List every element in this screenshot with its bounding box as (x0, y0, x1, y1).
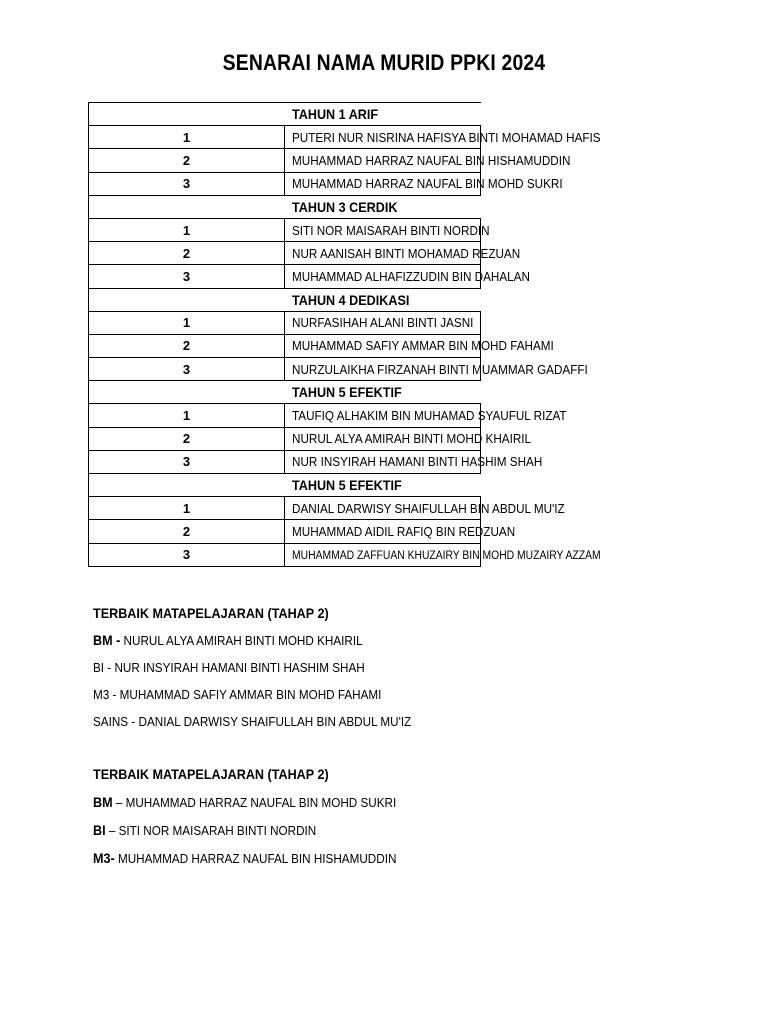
table-row (89, 126, 481, 149)
list-item (93, 816, 430, 844)
student-name: MUHAMMAD HARRAZ NAUFAL BIN HISHAMUDDIN (114, 851, 397, 866)
list-item (93, 788, 430, 816)
student-name: – MUHAMMAD HARRAZ NAUFAL BIN MOHD SUKRI (112, 795, 397, 810)
student-list-table (88, 102, 601, 567)
group-header-row (89, 474, 481, 497)
table-row (89, 543, 481, 566)
student-name: NURZULAIKHA FIRZANAH BINTI MUAMMAR GADAFFI (285, 358, 481, 381)
table-row (89, 242, 481, 265)
table-row (89, 497, 481, 520)
row-number: 3 (89, 450, 285, 473)
row-number: 1 (89, 218, 285, 241)
row-number: 1 (89, 126, 285, 149)
group-label: TAHUN 5 EFEKTIF (285, 381, 481, 404)
list-item (93, 844, 430, 872)
group-number-cell (89, 381, 285, 404)
group-number-cell (89, 474, 285, 497)
group-label: TAHUN 4 DEDIKASI (285, 288, 481, 311)
table-row (89, 265, 481, 288)
row-number: 3 (89, 358, 285, 381)
group-number-cell (89, 195, 285, 218)
student-name: NUR AANISAH BINTI MOHAMAD REZUAN (285, 242, 481, 265)
list-item (93, 681, 447, 708)
table-row (89, 427, 481, 450)
student-name: MUHAMMAD SAFIY AMMAR BIN MOHD FAHAMI (285, 334, 481, 357)
subject-code: M3 - (93, 687, 117, 702)
best-subject-section-2 (93, 761, 430, 872)
group-header-row (89, 381, 481, 404)
table-row (89, 172, 481, 195)
list-item (93, 627, 447, 654)
student-name: NURUL ALYA AMIRAH BINTI MOHD KHAIRIL (285, 427, 481, 450)
student-name: MUHAMMAD ALHAFIZZUDIN BIN DAHALAN (285, 265, 481, 288)
table-row (89, 404, 481, 427)
row-number: 3 (89, 543, 285, 566)
student-name: TAUFIQ ALHAKIM BIN MUHAMAD SYAUFUL RIZAT (285, 404, 481, 427)
row-number: 1 (89, 404, 285, 427)
student-name: MUHAMMAD SAFIY AMMAR BIN MOHD FAHAMI (116, 687, 382, 702)
group-number-cell (89, 103, 285, 126)
group-number-cell (89, 288, 285, 311)
group-label: TAHUN 1 ARIF (285, 103, 481, 126)
list-item (93, 654, 447, 681)
student-name: PUTERI NUR NISRINA HAFISYA BINTI MOHAMAD HAFIS (285, 126, 481, 149)
subject-code: BM - (93, 632, 121, 648)
table-row (89, 450, 481, 473)
subject-code: M3- (93, 850, 115, 866)
best-subject-section-1 (93, 600, 447, 735)
row-number: 2 (89, 427, 285, 450)
student-name: NUR INSYIRAH HAMANI BINTI HASHIM SHAH (285, 450, 481, 473)
page-title: SENARAI NAMA MURID PPKI 2024 (222, 50, 546, 75)
row-number: 3 (89, 172, 285, 195)
section-heading: TERBAIK MATAPELAJARAN (TAHAP 2) (93, 605, 329, 621)
row-number: 1 (89, 311, 285, 334)
group-label: TAHUN 3 CERDIK (285, 195, 481, 218)
row-number: 2 (89, 520, 285, 543)
row-number: 3 (89, 265, 285, 288)
table-row (89, 358, 481, 381)
table-row (89, 520, 481, 543)
group-label: TAHUN 5 EFEKTIF (285, 474, 481, 497)
student-name: SITI NOR MAISARAH BINTI NORDIN (285, 218, 481, 241)
student-name: – SITI NOR MAISARAH BINTI NORDIN (105, 823, 317, 838)
subject-code: BI (93, 822, 106, 838)
row-number: 2 (89, 242, 285, 265)
subject-code: BI - (93, 660, 112, 675)
table-row (89, 311, 481, 334)
row-number: 2 (89, 149, 285, 172)
subject-code: SAINS - (93, 714, 136, 729)
student-name: NURUL ALYA AMIRAH BINTI MOHD KHAIRIL (120, 633, 363, 648)
student-name: MUHAMMAD AIDIL RAFIQ BIN REDZUAN (285, 520, 481, 543)
group-header-row (89, 195, 481, 218)
student-name: NURFASIHAH ALANI BINTI JASNI (285, 311, 481, 334)
group-header-row (89, 288, 481, 311)
row-number: 2 (89, 334, 285, 357)
table-row (89, 218, 481, 241)
student-name: MUHAMMAD HARRAZ NAUFAL BIN HISHAMUDDIN (285, 149, 481, 172)
student-name: MUHAMMAD HARRAZ NAUFAL BIN MOHD SUKRI (285, 172, 481, 195)
subject-code: BM (93, 794, 113, 810)
section-heading: TERBAIK MATAPELAJARAN (TAHAP 2) (93, 766, 329, 782)
table-row (89, 334, 481, 357)
student-name: NUR INSYIRAH HAMANI BINTI HASHIM SHAH (111, 660, 365, 675)
table-row (89, 149, 481, 172)
list-item (93, 708, 447, 735)
student-name: DANIAL DARWISY SHAIFULLAH BIN ABDUL MU'IZ (135, 714, 412, 729)
row-number: 1 (89, 497, 285, 520)
student-name: DANIAL DARWISY SHAIFULLAH BIN ABDUL MU'IZ (285, 497, 481, 520)
group-header-row (89, 103, 481, 126)
student-name: MUHAMMAD ZAFFUAN KHUZAIRY BIN MOHD MUZAIRY AZZAM (285, 543, 481, 566)
